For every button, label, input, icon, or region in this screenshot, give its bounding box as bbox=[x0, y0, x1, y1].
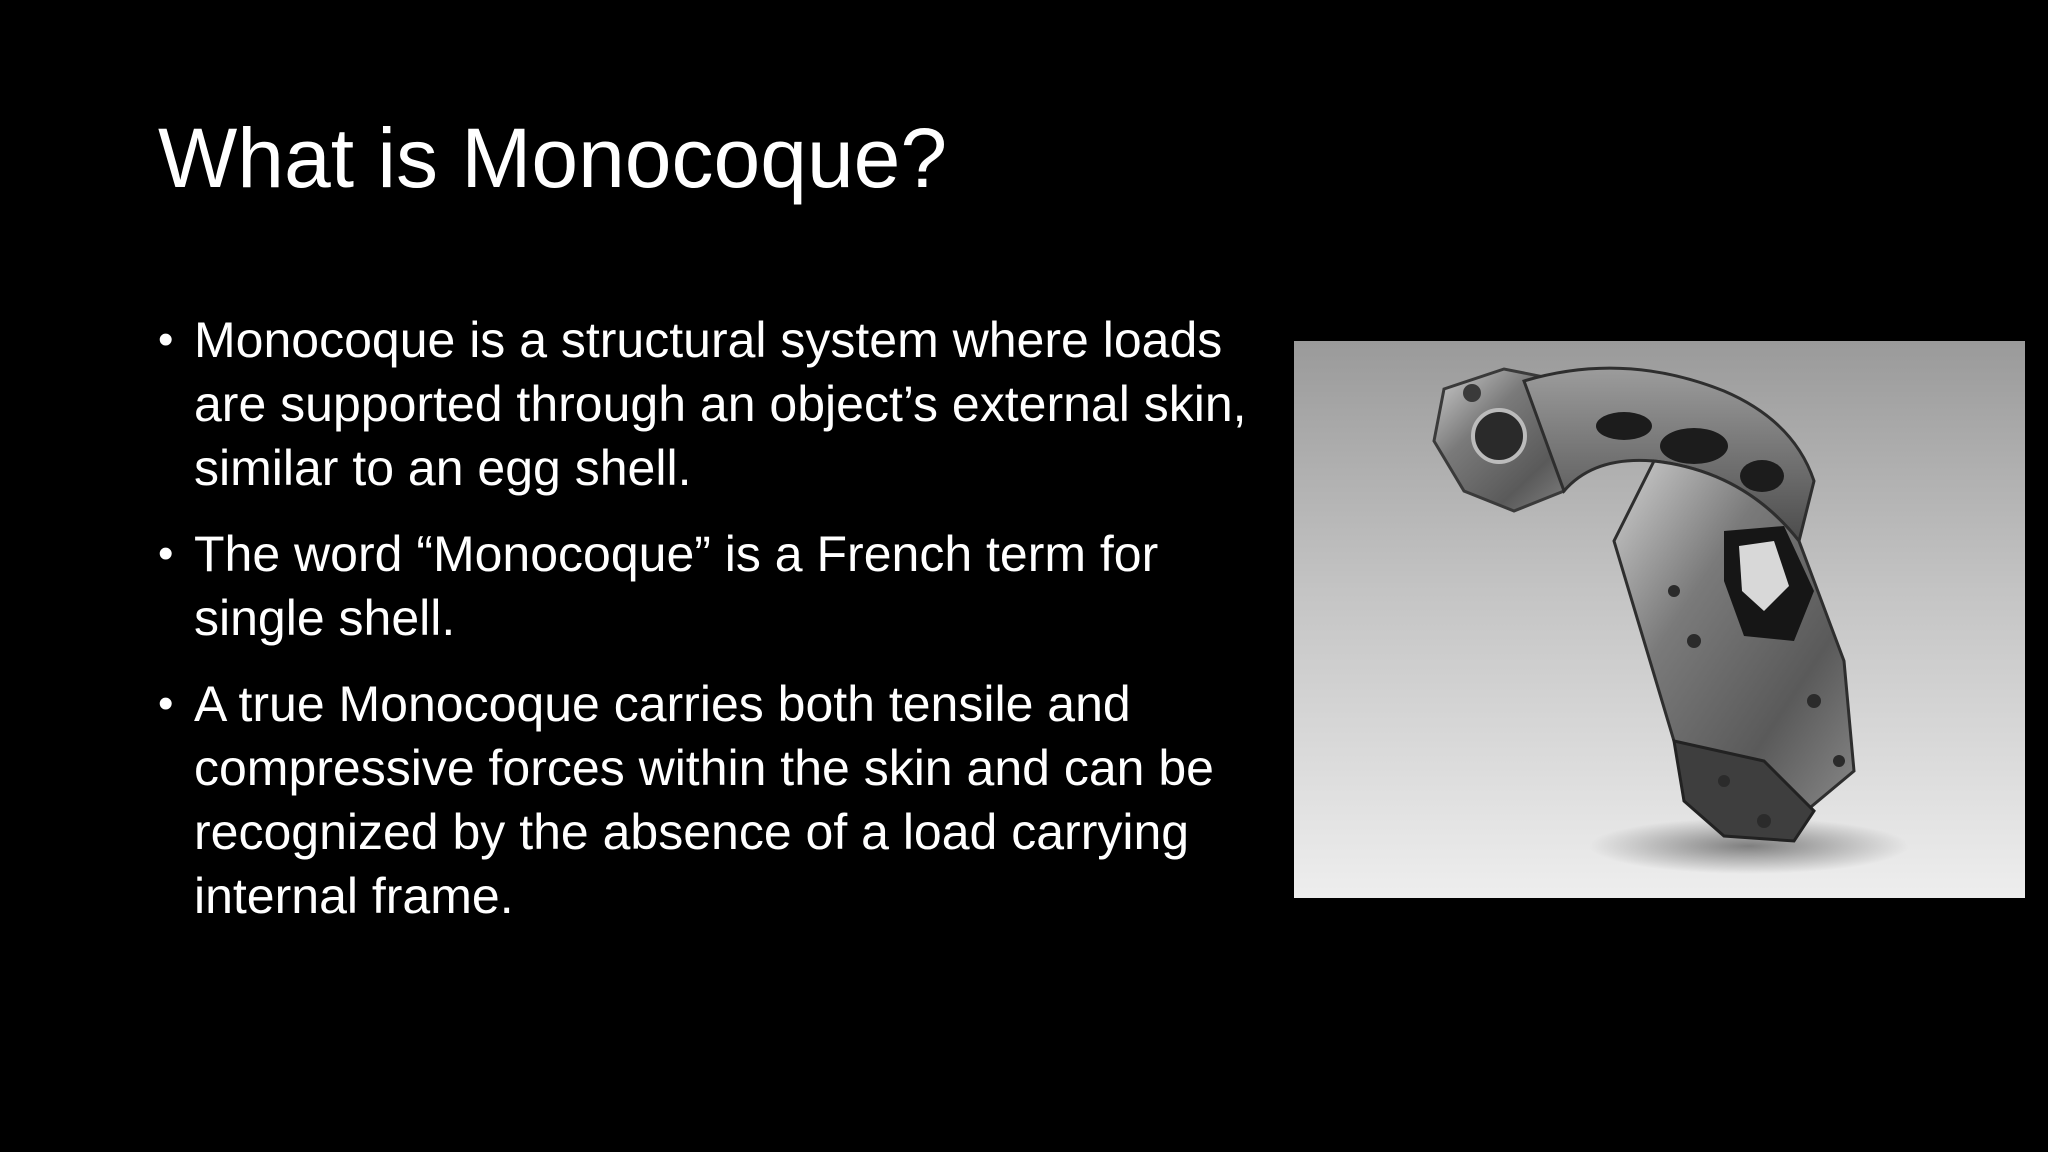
bullet-text: The word “Monocoque” is a French term for single shell. bbox=[194, 526, 1159, 646]
slide-title: What is Monocoque? bbox=[158, 111, 948, 205]
bullet-item bbox=[158, 308, 1278, 500]
monocoque-frame-illustration bbox=[1294, 341, 2025, 898]
bullet-marker: • bbox=[158, 679, 174, 728]
monocoque-frame-photo bbox=[1294, 341, 2025, 898]
bullet-list bbox=[158, 308, 1278, 950]
bullet-text: Monocoque is a structural system where loads are supported through an object’s external skin, similar to an egg shell. bbox=[194, 312, 1247, 496]
bullet-item bbox=[158, 672, 1278, 928]
bullet-text: A true Monocoque carries both tensile and compressive forces within the skin and can be recognized by the absence of a load carrying internal frame. bbox=[194, 676, 1214, 924]
bullet-marker: • bbox=[158, 529, 174, 578]
bullet-marker: • bbox=[158, 315, 174, 364]
bullet-item bbox=[158, 522, 1278, 650]
